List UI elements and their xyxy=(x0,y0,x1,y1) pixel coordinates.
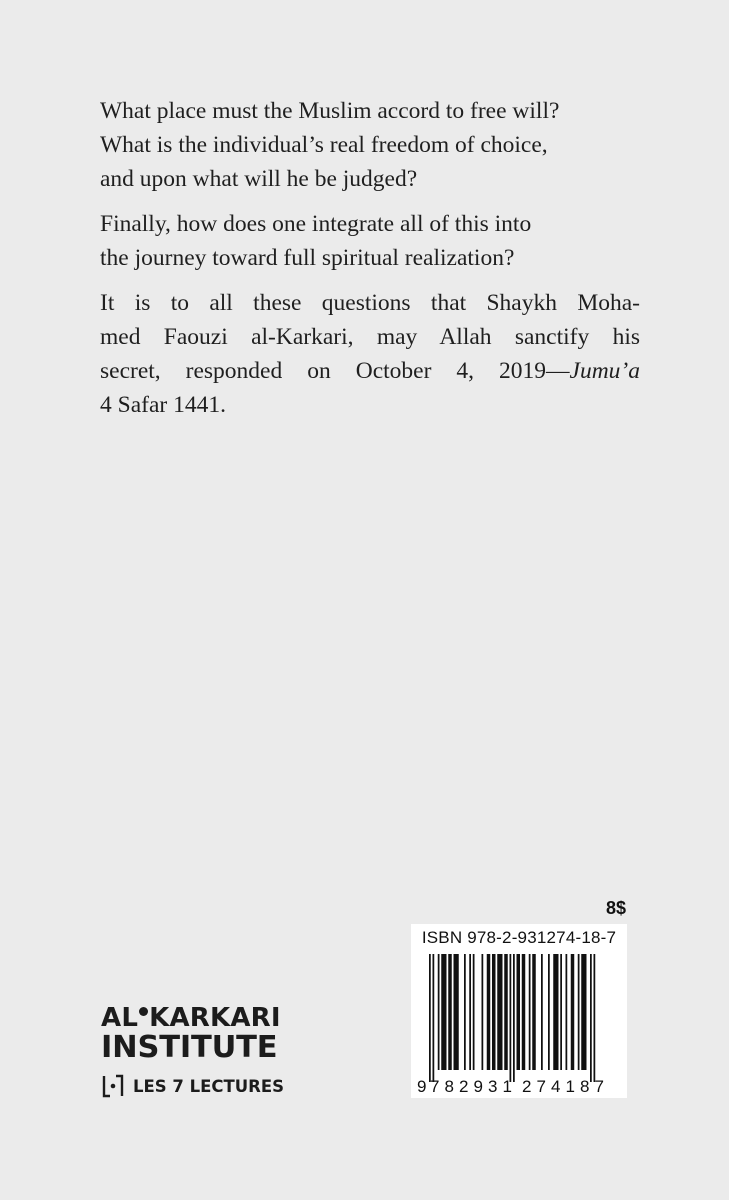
barcode-bar xyxy=(532,954,536,1070)
barcode-bar xyxy=(487,954,491,1070)
barcode-bar xyxy=(513,954,515,1082)
barcode-bar xyxy=(464,954,466,1070)
barcode-bar xyxy=(541,954,543,1070)
blurb-line: the journey toward full spiritual realization? xyxy=(100,245,515,271)
barcode-bar xyxy=(566,954,568,1070)
barcode-bar xyxy=(529,954,531,1070)
logo-line-2: INSTITUTE xyxy=(101,1030,278,1065)
barcode-bar xyxy=(590,954,592,1082)
barcode-bar xyxy=(433,954,435,1082)
barcode-bar xyxy=(441,954,446,1070)
barcode-bar xyxy=(594,954,596,1082)
logo-al: AL xyxy=(101,1003,139,1033)
logo-dot-icon xyxy=(139,1007,148,1016)
barcode-bar xyxy=(517,954,521,1070)
barcode-bar xyxy=(482,954,484,1070)
imprint-label: LES 7 LECTURES xyxy=(133,1076,285,1096)
blurb-paragraph-1 xyxy=(100,94,640,196)
price-label: 8$ xyxy=(605,898,626,918)
blurb-line: med Faouzi al-Karkari, may Allah sanctify his xyxy=(100,324,640,350)
barcode-bar xyxy=(492,954,496,1070)
blurb-paragraph-3 xyxy=(100,286,640,422)
barcode-icon xyxy=(411,952,627,1098)
barcode-panel xyxy=(411,924,627,1098)
barcode-bar xyxy=(448,954,452,1070)
barcode-bar xyxy=(469,954,471,1070)
blurb-line: It is to all these questions that Shaykh Moha- xyxy=(100,290,640,316)
blurb-line xyxy=(100,354,640,388)
blurb-line: and upon what will he be judged? xyxy=(100,166,418,192)
barcode-lead-digit: 9 xyxy=(417,1077,427,1096)
barcode-bar xyxy=(504,954,508,1070)
blurb-line: What place must the Muslim accord to free will? xyxy=(100,98,560,124)
barcode-bar xyxy=(560,954,562,1070)
imprint xyxy=(101,1074,284,1098)
logo-karkari: KARKARI xyxy=(149,1003,281,1033)
blurb-text xyxy=(100,94,640,433)
blurb-paragraph-2 xyxy=(100,207,640,275)
barcode-bar xyxy=(522,954,526,1070)
blurb-line: 4 Safar 1441. xyxy=(100,392,226,418)
barcode-bar xyxy=(438,954,440,1070)
isbn-label: ISBN 978-2-931274-18-7 xyxy=(421,928,617,947)
date-text: secret, responded on October 4, 2019— xyxy=(100,358,570,384)
barcode-bar xyxy=(473,954,475,1070)
bracket-dot-icon xyxy=(101,1074,125,1098)
jumua-italic: Jumu’a xyxy=(569,358,640,384)
barcode-bar xyxy=(578,954,580,1070)
barcode-bar xyxy=(571,954,575,1070)
institute-logo xyxy=(101,1004,311,1064)
barcode-bar xyxy=(548,954,550,1070)
logo-line-1 xyxy=(101,1004,311,1032)
barcode-bar xyxy=(553,954,558,1070)
barcode-left-digits: 782931 xyxy=(430,1077,512,1096)
barcode-bar xyxy=(429,954,431,1082)
barcode-bar xyxy=(510,954,512,1082)
barcode-bar xyxy=(497,954,502,1070)
blurb-line: What is the individual’s real freedom of choice, xyxy=(100,132,548,158)
barcode-bar xyxy=(454,954,459,1070)
blurb-line: Finally, how does one integrate all of this into xyxy=(100,211,532,237)
barcode-right-digits: 274187 xyxy=(522,1077,604,1096)
barcode-bar xyxy=(581,954,586,1070)
